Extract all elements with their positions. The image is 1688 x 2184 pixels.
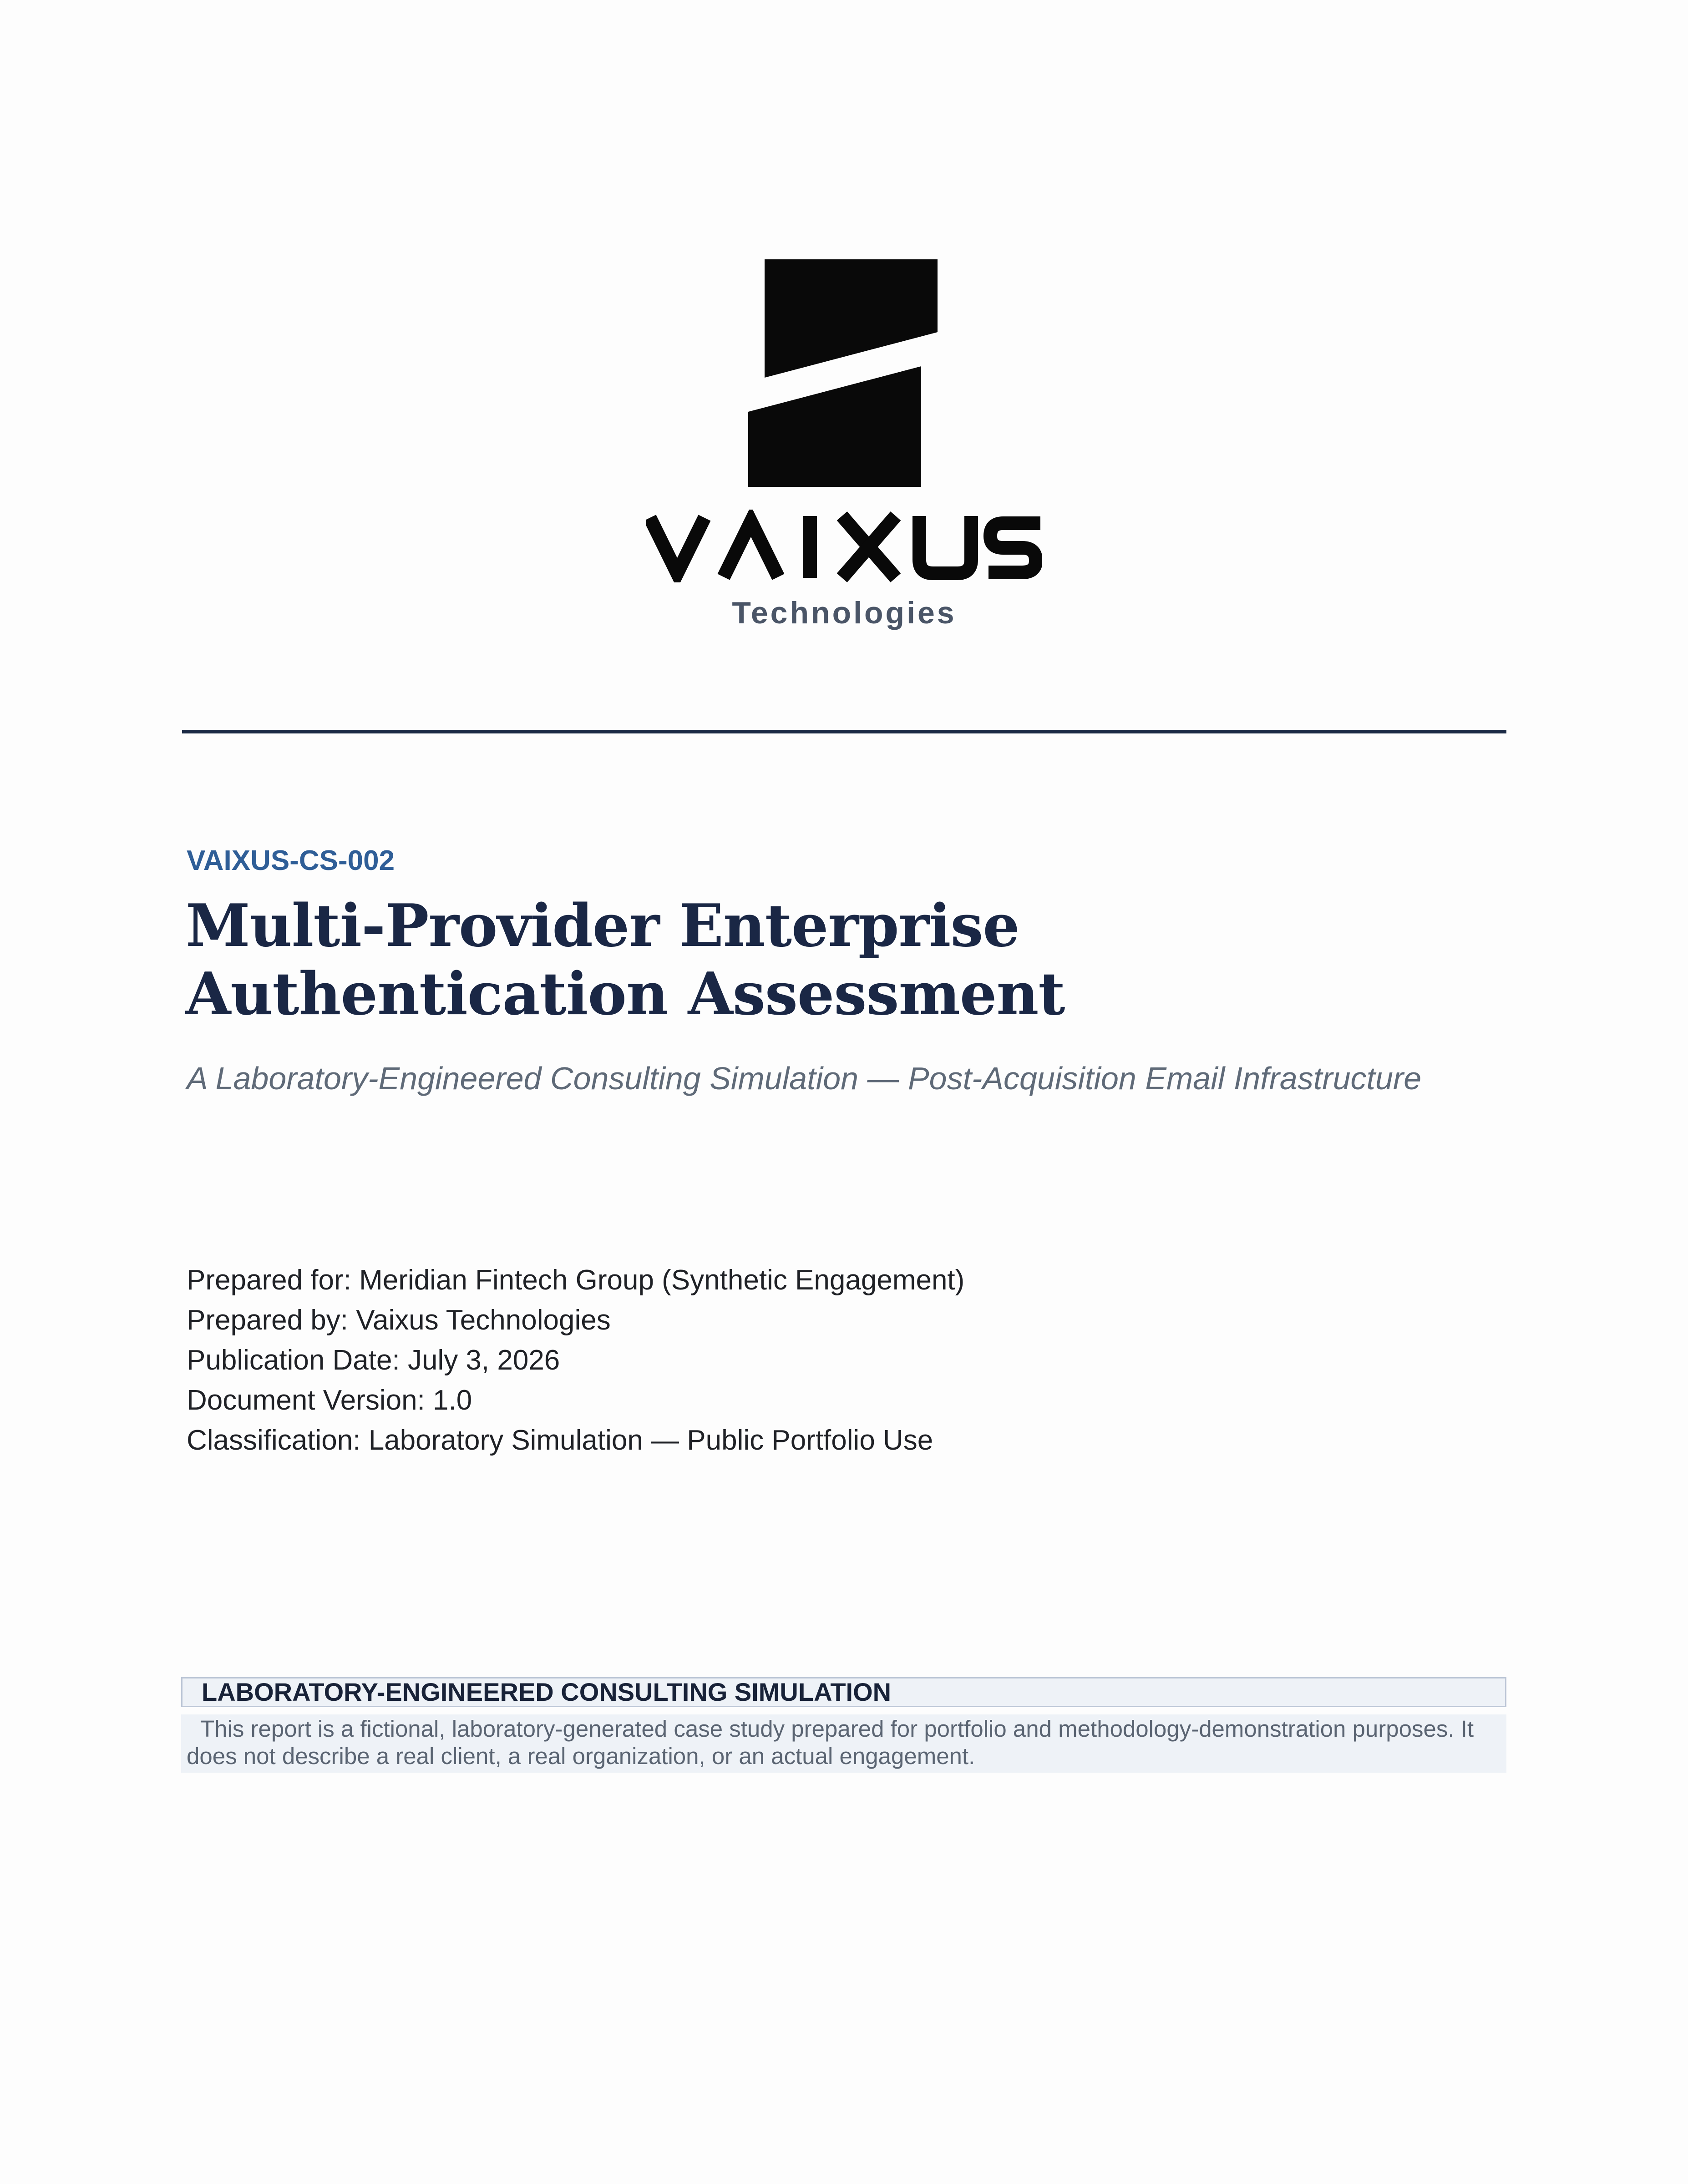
document-code: VAIXUS-CS-002 xyxy=(187,845,395,876)
vaixus-wordmark-logo xyxy=(646,510,1042,582)
meta-publication-date: Publication Date: July 3, 2026 xyxy=(187,1345,560,1376)
document-subtitle: A Laboratory-Engineered Consulting Simulation — Post-Acquisition Email Infrastructure xyxy=(187,1061,1422,1096)
meta-prepared-for: Prepared for: Meridian Fintech Group (Synthetic Engagement) xyxy=(187,1264,965,1296)
meta-prepared-by: Prepared by: Vaixus Technologies xyxy=(187,1304,611,1336)
document-metadata xyxy=(187,1260,964,1461)
notice-heading: LABORATORY-ENGINEERED CONSULTING SIMULATION xyxy=(202,1678,892,1706)
document-title: Multi-Provider Enterprise Authentication Assessment xyxy=(186,892,1065,1028)
header-divider xyxy=(182,730,1506,733)
meta-version: Document Version: 1.0 xyxy=(187,1385,472,1416)
meta-classification: Classification: Laboratory Simulation — Public Portfolio Use xyxy=(187,1425,933,1456)
notice-body-box xyxy=(181,1714,1506,1773)
notice-heading-box xyxy=(181,1677,1506,1707)
logo-tagline: Technologies xyxy=(732,596,957,630)
notice-body: This report is a fictional, laboratory-generated case study prepared for portfolio and methodology-demonstration purposes. It does not describe a real client, a real organization, or an actual engagement. xyxy=(187,1716,1474,1769)
vaixus-s-mark-icon xyxy=(746,259,942,487)
